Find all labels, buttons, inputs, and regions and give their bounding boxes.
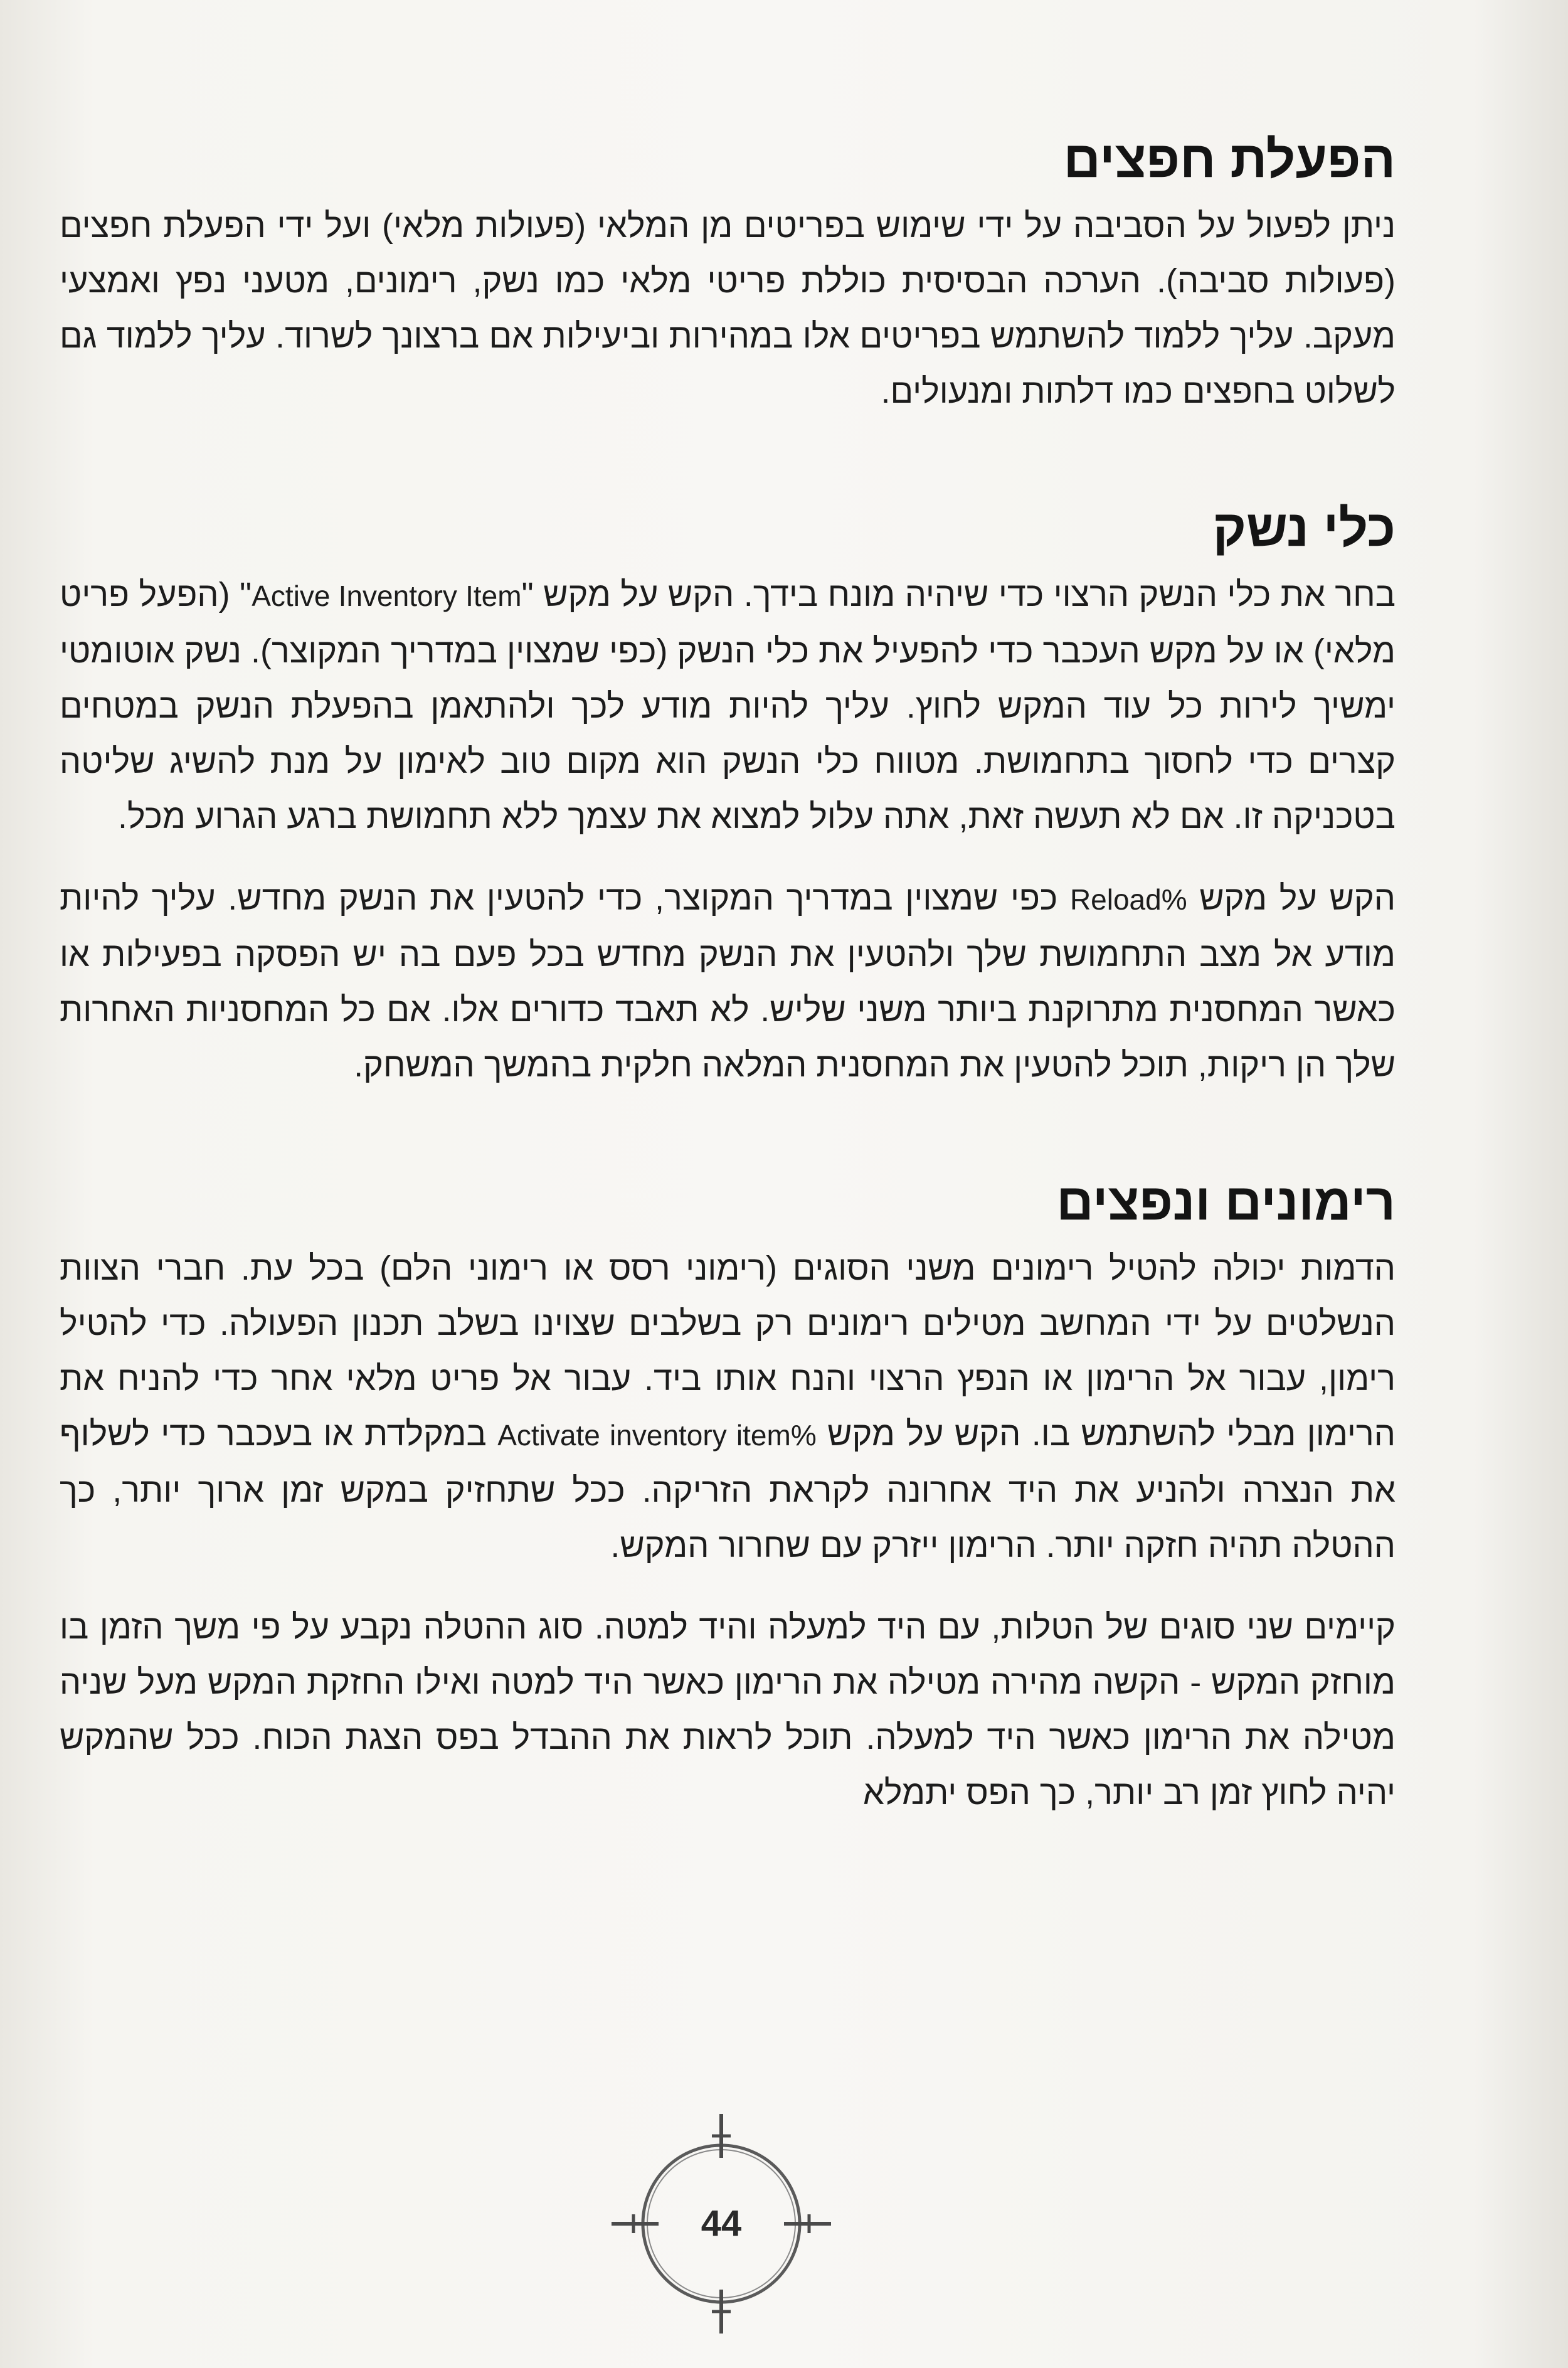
page-number: 44 [701,2203,742,2244]
paragraph-text: הקש על מקש [1187,879,1396,917]
crosshair-page-marker [608,2111,834,2337]
paragraph-text: הדמות יכולה להטיל רימונים משני הסוגים (רימוני רסס או רימוני הלם) בכל עת. חברי הצוות הנשלטים על ידי המחשב מטילים רימונים רק בשלבים שצוינו בשלב תכנון הפעולה. כדי להטיל רימון, עבור אל הרימון או הנפץ הרצוי והנח אותו ביד. עבור אל פריט מלאי אחר כדי להניח את הרימון מבלי להשתמש בו. הקש על מקש [60,1250,1396,1453]
paragraph-text: במקלדת או בעכבר כדי לשלוף את הנצרה ולהניע את היד אחרונה לקראת הזריקה. ככל שתחזיק במקש זמן ארוך יותר, כך ההטלה תהיה חזקה יותר. הרימון ייזרק עם שחרור המקש. [60,1415,1396,1564]
paragraph [60,1600,1396,1820]
paragraph [60,871,1396,1093]
section-heading: רימונים ונפצים [1056,1174,1396,1231]
paragraph [60,198,1396,419]
paragraph-spacer [60,1573,1396,1600]
section [60,494,1396,1093]
key-name-text: Reload% [1069,883,1187,916]
paragraph-text: כפי שמצוין במדריך המקוצר, כדי להטעין את הנשק מחדש. עליך להיות מודע אל מצב התחמושת שלך ולהטעין את הנשק מחדש בכל פעם בה יש הפסקה בפעילות או כאשר המחסנית מתרוקנת ביותר משני שליש. לא תאבד כדורים אלו. אם כל המחסניות האחרות שלך הן ריקות, תוכל להטעין את המחסנית המלאה חלקית בהמשך המשחק. [60,879,1396,1084]
section-spacer [60,419,1396,494]
key-name-text: Activate inventory item% [497,1419,817,1452]
section [60,125,1396,419]
paragraph [60,567,1396,844]
paragraph-text: קיימים שני סוגים של הטלות, עם היד למעלה והיד למטה. סוג ההטלה נקבע על פי משך הזמן בו מוחזק המקש - הקשה מהירה מטילה את הרימון כאשר היד למטה ואילו החזקת המקש מעל שניה מטילה את הרימון כאשר היד למעלה. תוכל לראות את ההבדל בפס הצגת הכוח. ככל שהמקש יהיה לחוץ זמן רב יותר, כך הפס יתמלא [60,1608,1396,1812]
section [60,1168,1396,1820]
section-heading: הפעלת חפצים [1063,131,1396,188]
paragraph-text: ניתן לפעול על הסביבה על ידי שימוש בפריטים מן המלאי (פעולות מלאי) ועל ידי הפעלת חפצים (פעולות סביבה). הערכה הבסיסית כוללת פריטי מלאי כמו נשק, רימונים, מטעני נפץ ואמצעי מעקב. עליך ללמוד להשתמש בפריטים אלו במהירות וביעילות אם ברצונך לשרוד. עליך ללמוד גם לשלוט בחפצים כמו דלתות ומנעולים. [60,207,1396,410]
paragraph-text: בחר את כלי הנשק הרצוי כדי שיהיה מונח בידך. הקש על מקש " [521,576,1396,613]
page-content [60,125,1396,1820]
paragraph [60,1241,1396,1573]
section-heading: כלי נשק [1212,500,1396,557]
paragraph-spacer [60,844,1396,871]
paragraph-text: " (הפעל פריט מלאי) או על מקש העכבר כדי להפעיל את כלי הנשק (כפי שמצוין במדריך המקוצר). נשק אוטומטי ימשיך לירות כל עוד המקש לחוץ. עליך להיות מודע לכך ולהתאמן בהפעלת הנשק במטחים קצרים כדי לחסוך בתחמושת. מטווח כלי הנשק הוא מקום טוב לאימון על מנת להשיג שליטה בטכניקה זו. אם לא תעשה זאת, אתה עלול למצוא את עצמך ללא תחמושת ברגע הגרוע מכל. [60,576,1396,836]
key-name-text: Active Inventory Item [252,580,522,612]
section-spacer [60,1093,1396,1168]
